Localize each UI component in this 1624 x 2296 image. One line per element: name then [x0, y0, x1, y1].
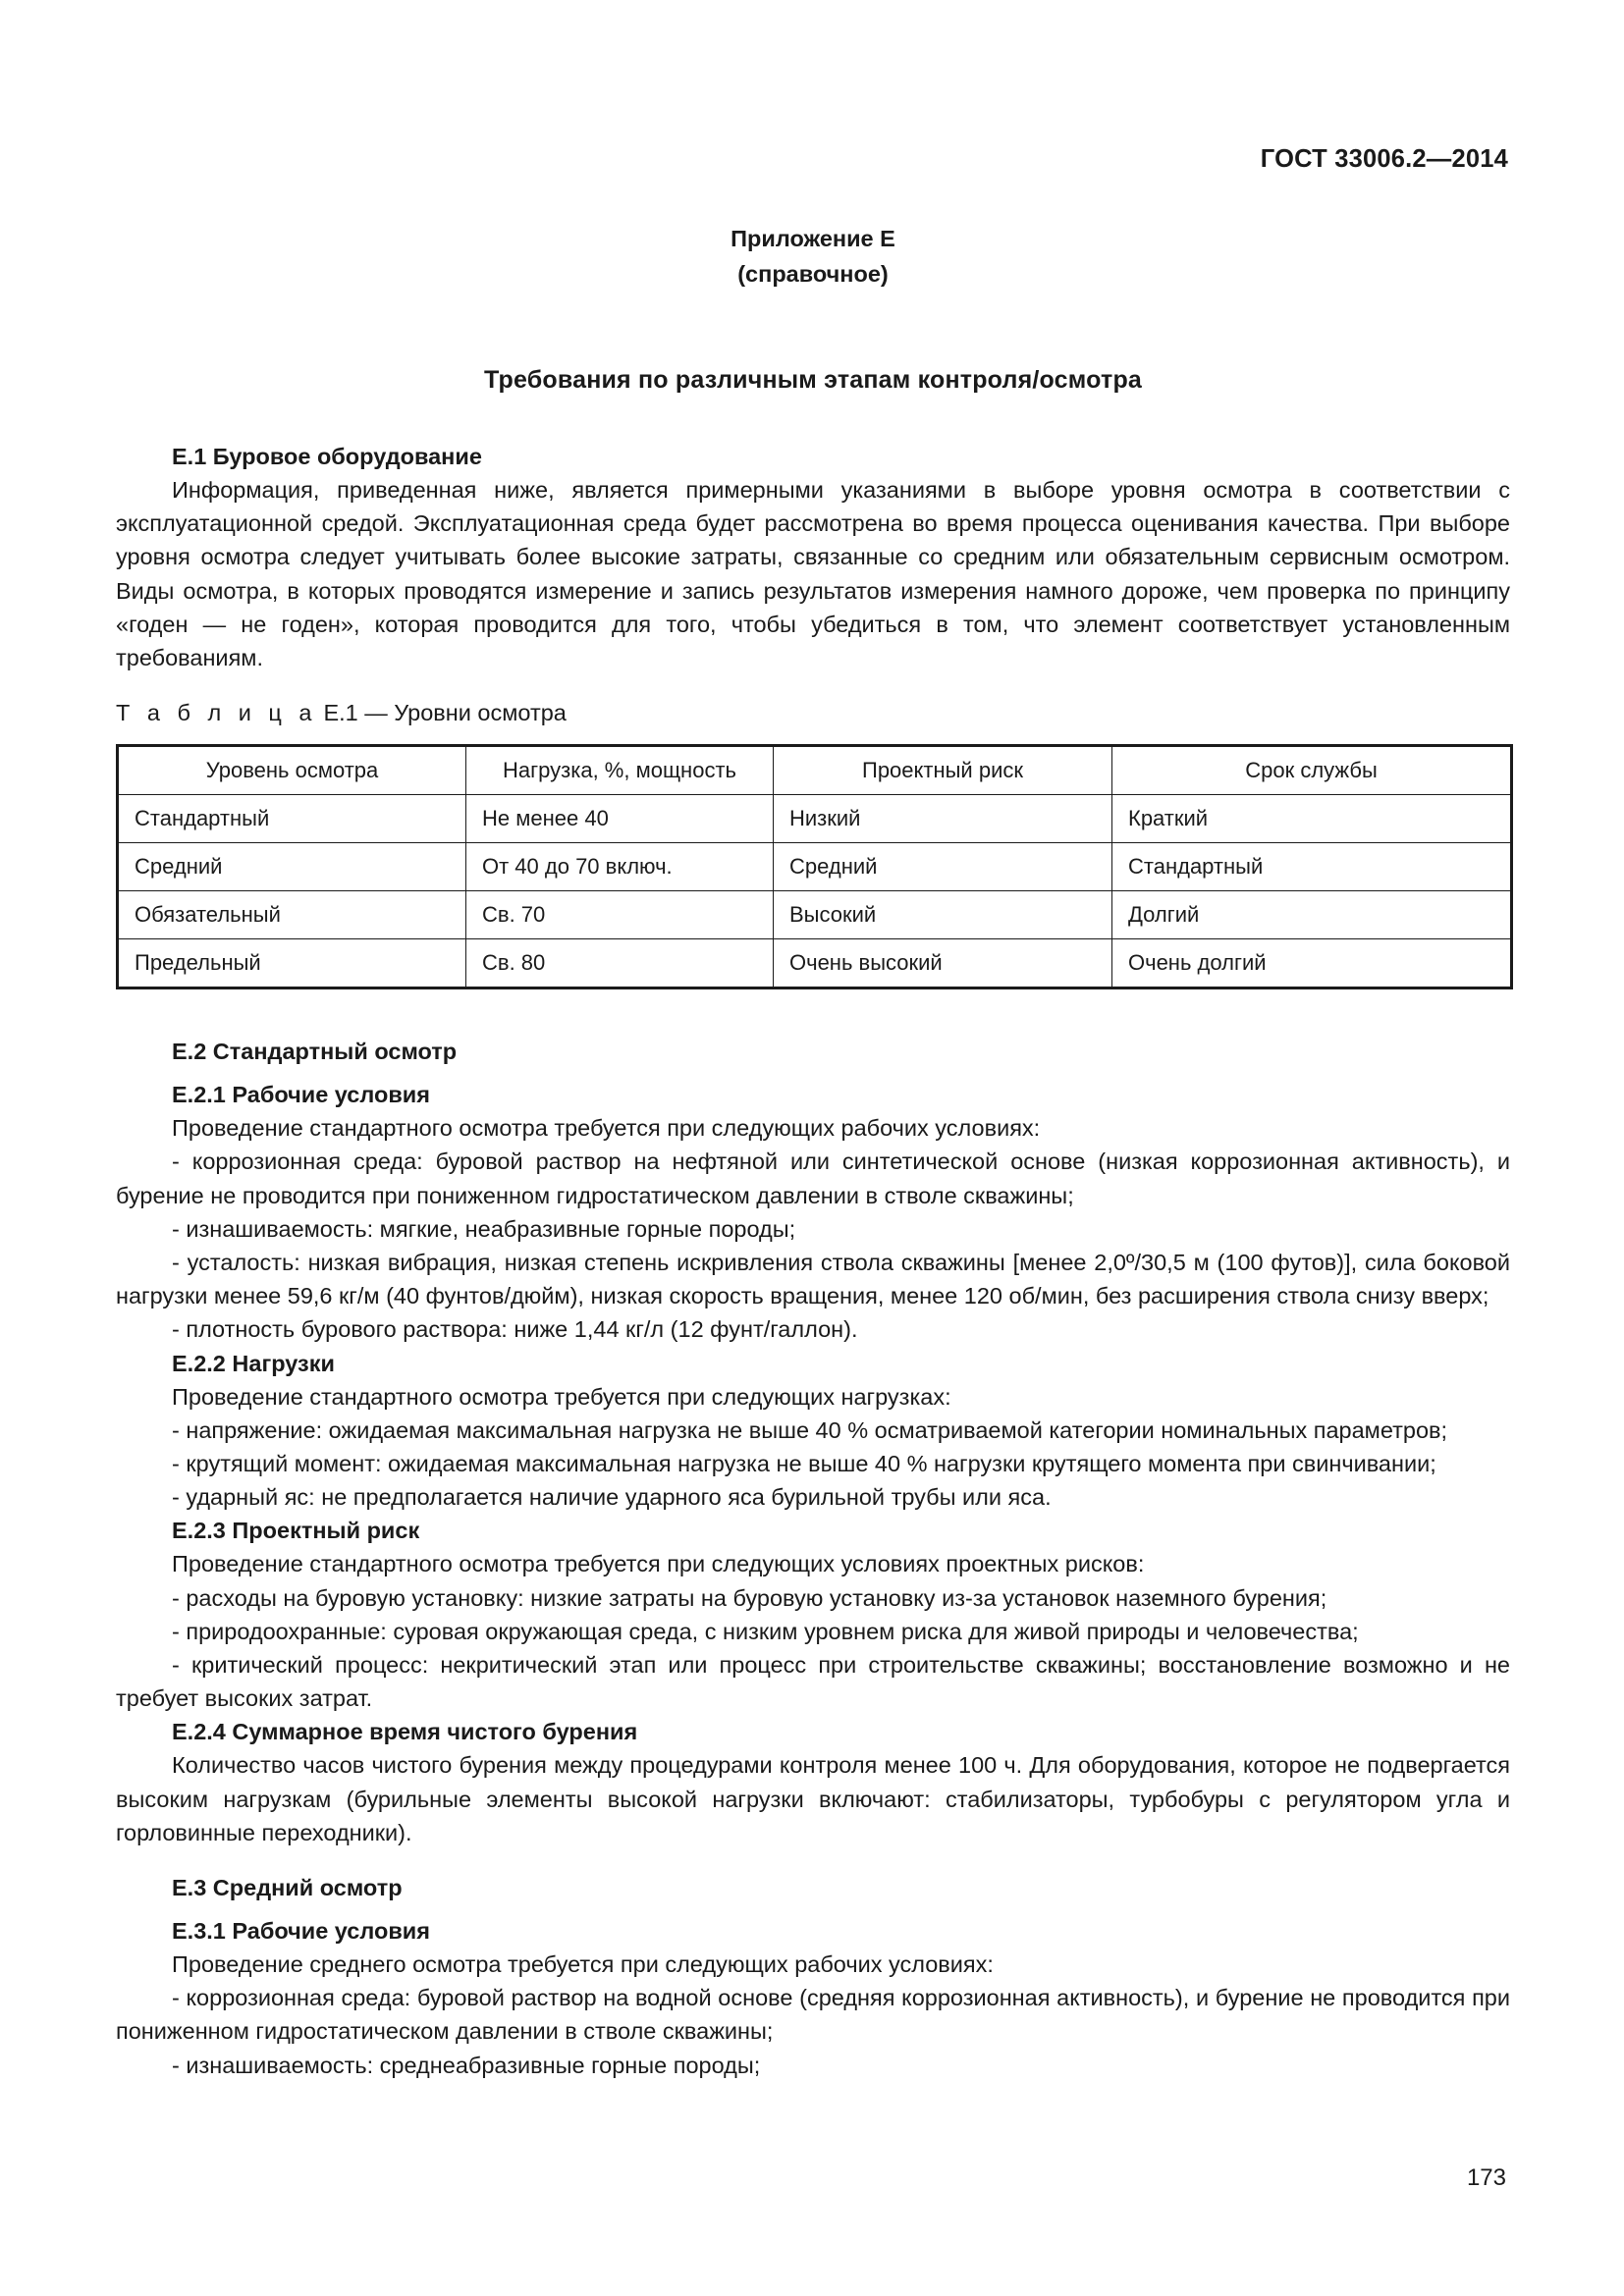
annex-heading [116, 221, 1510, 292]
list-item-e2-2-2: - крутящий момент: ожидаемая максимальная нагрузка не выше 40 % нагрузки крутящего момента при свинчивании; [172, 1451, 1436, 1477]
list-item-e2-2-1: - напряжение: ожидаемая максимальная нагрузка не выше 40 % осматриваемой категории номинальных параметров; [172, 1416, 1448, 1443]
list-item-e3-1-2: - изнашиваемость: среднеабразивные горные породы; [172, 2052, 761, 2078]
inspection-levels-table [116, 744, 1513, 989]
table-cell: Св. 70 [466, 891, 774, 939]
heading-e2-1: Е.2.1 Рабочие условия [172, 1082, 430, 1108]
paragraph-e2-3-intro: Проведение стандартного осмотра требуется при следующих условиях проектных рисков: [172, 1551, 1145, 1577]
table-cell: Очень высокий [774, 939, 1112, 988]
paragraph-e2-2-intro: Проведение стандартного осмотра требуется при следующих нагрузках: [172, 1383, 951, 1410]
table-row [118, 843, 1512, 891]
table-row [118, 939, 1512, 988]
table-header-cell: Уровень осмотра [118, 746, 466, 795]
annex-title-line2: (справочное) [737, 261, 889, 287]
page-content [116, 221, 1510, 2082]
list-item-e2-1-3: - усталость: низкая вибрация, низкая степень искривления ствола скважины [менее 2,0º/30,5 м (100 футов)], сила боковой нагрузки менее 59,6 кг/м (40 фунтов/дюйм), низкая скорость вращения, менее 120 об/мин, без расширения ствола снизу вверх; [116, 1250, 1510, 1309]
table-cell: Св. 80 [466, 939, 774, 988]
table-row [118, 891, 1512, 939]
table-cell: От 40 до 70 включ. [466, 843, 774, 891]
heading-e3-1: Е.3.1 Рабочие условия [172, 1918, 430, 1945]
table-cell: Предельный [118, 939, 466, 988]
table-header-cell: Нагрузка, %, мощность [466, 746, 774, 795]
list-item-e2-3-2: - природоохранные: суровая окружающая среда, с низким уровнем риска для живой природы и человечества; [172, 1618, 1359, 1644]
paragraph-e3-1-intro: Проведение среднего осмотра требуется при следующих рабочих условиях: [172, 1951, 994, 1978]
page-number: 173 [1466, 2164, 1506, 2191]
heading-e3: Е.3 Средний осмотр [172, 1875, 403, 1901]
table-cell: Не менее 40 [466, 795, 774, 843]
heading-e2-3: Е.2.3 Проектный риск [172, 1518, 420, 1544]
page-title: Требования по различным этапам контроля/осмотра [483, 366, 1143, 394]
heading-e2: Е.2 Стандартный осмотр [172, 1039, 458, 1065]
table-cell: Краткий [1112, 795, 1512, 843]
paragraph-e1: Информация, приведенная ниже, является примерными указаниями в выборе уровня осмотра в соответствии с эксплуатационной средой. Эксплуатационная среда будет рассмотрена во время процесса оценивания качества. При выборе уровня осмотра следует учитывать более высокие затраты, связанные со средним или обязательным сервисным осмотром. Виды осмотра, в которых проводятся измерение и запись результатов измерения намного дороже, чем проверка по принципу «годен — не годен», которая проводится для того, чтобы убедиться в том, что элемент соответствует установленным требованиям. [116, 477, 1510, 671]
list-item-e2-1-4: - плотность бурового раствора: ниже 1,44 кг/л (12 фунт/галлон). [172, 1316, 858, 1343]
list-item-e3-1-1: - коррозионная среда: буровой раствор на водной основе (средняя коррозионная активность), и бурение не проводится при пониженном гидростатическом давлении в стволе скважины; [116, 1985, 1510, 2045]
list-item-e2-3-1: - расходы на буровую установку: низкие затраты на буровую установку из-за установок наземного бурения; [172, 1584, 1327, 1611]
running-header: ГОСТ 33006.2—2014 [1260, 145, 1508, 173]
table-cell: Низкий [774, 795, 1112, 843]
list-item-e2-1-1: - коррозионная среда: буровой раствор на нефтяной или синтетической основе (низкая коррозионная активность), и бурение не проводится при пониженном гидростатическом давлении в стволе скважины; [116, 1148, 1510, 1208]
table-cell: Стандартный [118, 795, 466, 843]
table-cell: Средний [118, 843, 466, 891]
table-header-cell: Срок службы [1112, 746, 1512, 795]
table-cell: Стандартный [1112, 843, 1512, 891]
paragraph-e2-4: Количество часов чистого бурения между процедурами контроля менее 100 ч. Для оборудования, которое не подвергается высоким нагрузкам (бурильные элементы высокой нагрузки включают: стабилизаторы, турбобуры с регулятором угла и горловинные переходники). [116, 1752, 1510, 1845]
table-row [118, 795, 1512, 843]
heading-e1: Е.1 Буровое оборудование [172, 444, 482, 469]
table-caption-label: Т а б л и ц а [116, 700, 317, 726]
annex-title-line1: Приложение Е [731, 226, 895, 251]
list-item-e2-2-3: - ударный яс: не предполагается наличие ударного яса бурильной трубы или яса. [172, 1484, 1052, 1511]
table-cell: Очень долгий [1112, 939, 1512, 988]
paragraph-e2-1-intro: Проведение стандартного осмотра требуется при следующих рабочих условиях: [172, 1115, 1041, 1142]
table-header-cell: Проектный риск [774, 746, 1112, 795]
table-cell: Средний [774, 843, 1112, 891]
table-caption-rest: Е.1 — Уровни осмотра [316, 700, 567, 726]
table-cell: Долгий [1112, 891, 1512, 939]
list-item-e2-3-3: - критический процесс: некритический этап или процесс при строительстве скважины; восстановление возможно и не требует высоких затрат. [116, 1652, 1510, 1712]
heading-e2-4: Е.2.4 Суммарное время чистого бурения [172, 1719, 638, 1745]
table-caption [116, 696, 1510, 729]
table-header-row [118, 746, 1512, 795]
heading-e2-2: Е.2.2 Нагрузки [172, 1350, 335, 1376]
table-cell: Высокий [774, 891, 1112, 939]
list-item-e2-1-2: - изнашиваемость: мягкие, неабразивные горные породы; [172, 1215, 796, 1242]
table-cell: Обязательный [118, 891, 466, 939]
